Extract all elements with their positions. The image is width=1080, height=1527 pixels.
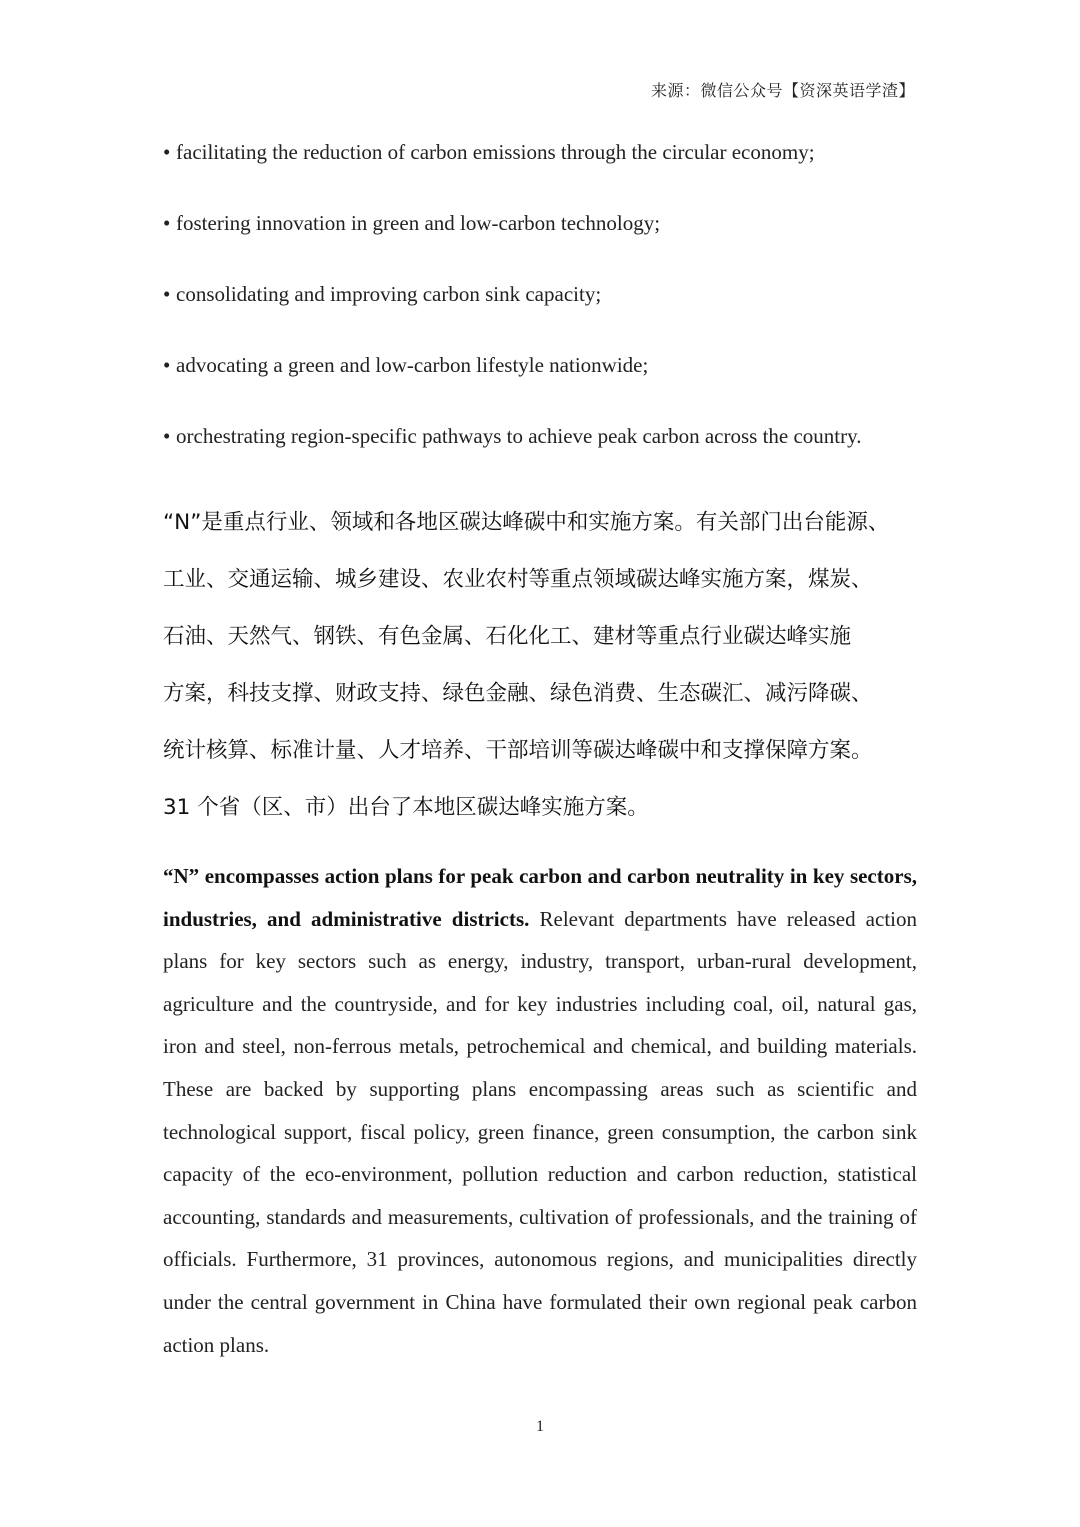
chinese-line: “N”是重点行业、领域和各地区碳达峰碳中和实施方案。有关部门出台能源、: [163, 510, 890, 535]
source-header: 来源：微信公众号【资深英语学渣】: [650, 81, 915, 100]
bullet-dot-icon: •: [163, 211, 171, 235]
bullet-item: [163, 207, 923, 239]
english-paragraph: [163, 855, 917, 1366]
bullet-item: [163, 136, 923, 168]
bullet-item: [163, 278, 923, 310]
bullet-text: advocating a green and low-carbon lifestyle nationwide;: [176, 353, 649, 377]
bullet-dot-icon: •: [163, 353, 171, 377]
bullet-dot-icon: •: [163, 424, 171, 448]
chinese-line: 统计核算、标准计量、人才培养、干部培训等碳达峰碳中和支撑保障方案。: [163, 738, 873, 763]
english-paragraph-lead: “N” encompasses action plans for peak carbon and carbon neutrality in key sectors, industries, and administrative districts.: [163, 864, 917, 931]
bullet-item: [163, 349, 923, 381]
bullet-dot-icon: •: [163, 282, 171, 306]
bullet-text: orchestrating region-specific pathways to achieve peak carbon across the country.: [176, 424, 862, 448]
bullet-text: fostering innovation in green and low-carbon technology;: [176, 211, 661, 235]
bullet-dot-icon: •: [163, 140, 171, 164]
chinese-line: 31 个省（区、市）出台了本地区碳达峰实施方案。: [163, 795, 649, 820]
bullet-list: [163, 136, 923, 491]
bullet-text: consolidating and improving carbon sink capacity;: [176, 282, 602, 306]
page-number: 1: [536, 1418, 544, 1435]
bullet-item: [163, 420, 923, 452]
chinese-line: 石油、天然气、钢铁、有色金属、石化化工、建材等重点行业碳达峰实施: [163, 624, 852, 649]
english-paragraph-body: Relevant departments have released action plans for key sectors such as energy, industry, transport, urban-rural development, agriculture and the countryside, and for key industries including coal, oil, natural gas, iron and steel, non-ferrous metals, petrochemical and chemical, and building materials. These are backed by supporting plans encompassing areas such as scientific and technological support, fiscal policy, green finance, green consumption, the carbon sink capacity of the eco-environment, pollution reduction and carbon reduction, statistical accounting, standards and measurements, cultivation of professionals, and the training of officials. Furthermore, 31 provinces, autonomous regions, and municipalities directly under the central government in China have formulated their own regional peak carbon action plans.: [163, 906, 917, 1357]
chinese-paragraph: [163, 494, 923, 836]
chinese-line: 工业、交通运输、城乡建设、农业农村等重点领域碳达峰实施方案，煤炭、: [163, 567, 873, 592]
bullet-text: facilitating the reduction of carbon emissions through the circular economy;: [176, 140, 815, 164]
chinese-line: 方案，科技支撑、财政支持、绿色金融、绿色消费、生态碳汇、减污降碳、: [163, 681, 873, 706]
